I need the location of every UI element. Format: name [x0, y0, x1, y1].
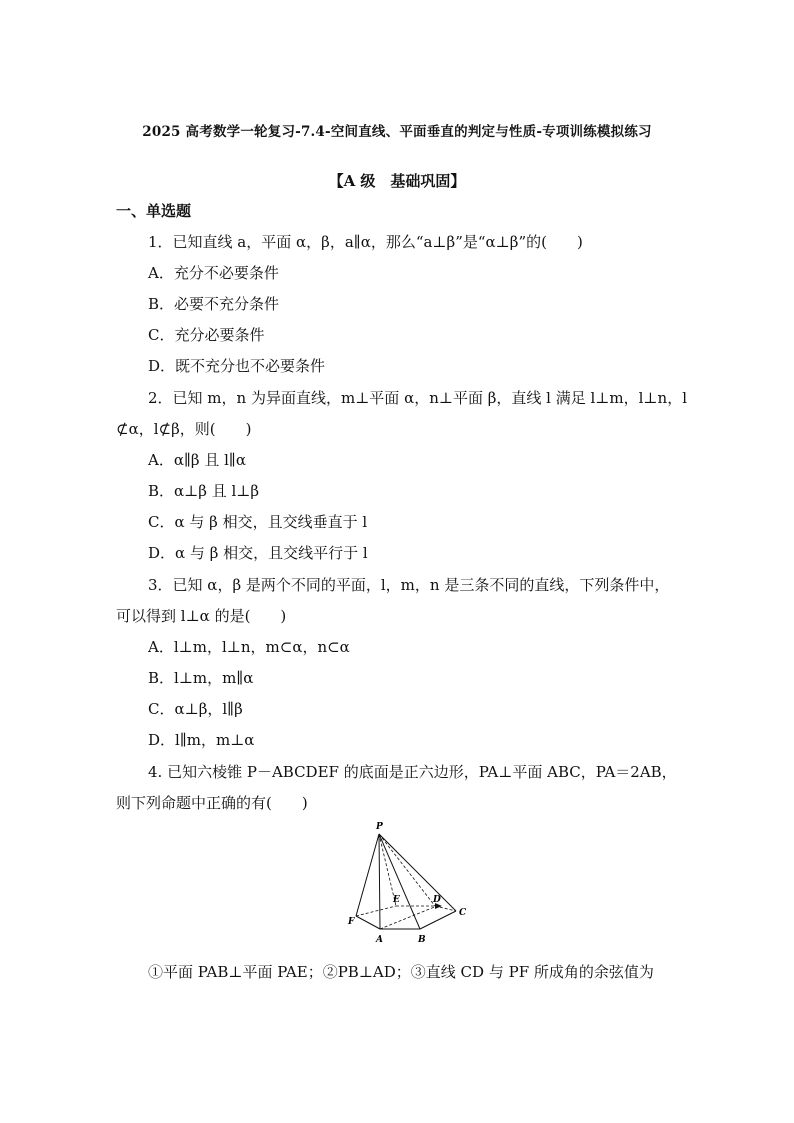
label-e: E	[393, 895, 400, 905]
label-a: A	[376, 935, 383, 945]
section-heading: 一、单选题	[116, 202, 192, 220]
label-b: B	[418, 935, 426, 945]
question-3-option-a: A．l⊥m，l⊥n，m⊂α，n⊂α	[148, 638, 350, 656]
question-1-option-d: D．既不充分也不必要条件	[148, 357, 326, 375]
question-3-stem-continued: 可以得到 l⊥α 的是( )	[116, 607, 287, 625]
label-c: C	[459, 908, 467, 918]
label-p: P	[376, 822, 383, 832]
segment-ad	[380, 906, 437, 929]
label-d: D	[433, 895, 441, 905]
question-1-option-b: B．必要不充分条件	[148, 295, 280, 313]
question-2-stem: 2．已知 m，n 为异面直线，m⊥平面 α，n⊥平面 β，直线 l 满足 l⊥m，l⊥n，l	[148, 389, 687, 407]
edge-fe	[356, 906, 396, 916]
question-1-option-a: A．充分不必要条件	[148, 264, 279, 282]
level-heading: 【A 级 基础巩固】	[328, 172, 466, 190]
edge-pf	[356, 834, 379, 916]
edge-pb	[379, 834, 420, 929]
question-2-option-b: B．α⊥β 且 l⊥β	[148, 482, 260, 500]
document-title: 2025 高考数学一轮复习-7.4-空间直线、平面垂直的判定与性质-专项训练模拟练习	[142, 124, 652, 140]
edge-bc	[420, 911, 456, 929]
question-3-option-b: B．l⊥m，m∥α	[148, 669, 254, 687]
question-3-stem: 3．已知 α，β 是两个不同的平面，l，m，n 是三条不同的直线，下列条件中，	[148, 576, 670, 594]
edge-pc	[379, 834, 456, 911]
question-1-stem: 1．已知直线 a，平面 α，β，a∥α，那么“a⊥β”是“α⊥β”的( )	[148, 233, 583, 251]
hexagonal-pyramid-figure	[345, 818, 480, 950]
question-1-option-c: C．充分必要条件	[148, 326, 265, 344]
question-2-option-a: A．α∥β 且 l∥α	[148, 451, 246, 469]
question-2-option-d: D．α 与 β 相交，且交线平行于 l	[148, 544, 368, 562]
label-f: F	[348, 917, 355, 927]
question-2-stem-continued: ⊄α，l⊄β，则( )	[116, 420, 252, 438]
edge-fa	[356, 916, 380, 929]
question-4-stem: 4. 已知六棱锥 P－ABCDEF 的底面是正六边形，PA⊥平面 ABC，PA＝2AB，	[148, 763, 677, 781]
question-4-statement: ①平面 PAB⊥平面 PAE；②PB⊥AD；③直线 CD 与 PF 所成角的余弦值为	[148, 963, 654, 981]
question-4-stem-continued: 则下列命题中正确的有( )	[116, 794, 308, 812]
question-2-option-c: C．α 与 β 相交，且交线垂直于 l	[148, 513, 368, 531]
question-3-option-c: C．α⊥β，l∥β	[148, 700, 243, 718]
edge-pa	[379, 834, 380, 929]
question-3-option-d: D．l∥m，m⊥α	[148, 731, 255, 749]
